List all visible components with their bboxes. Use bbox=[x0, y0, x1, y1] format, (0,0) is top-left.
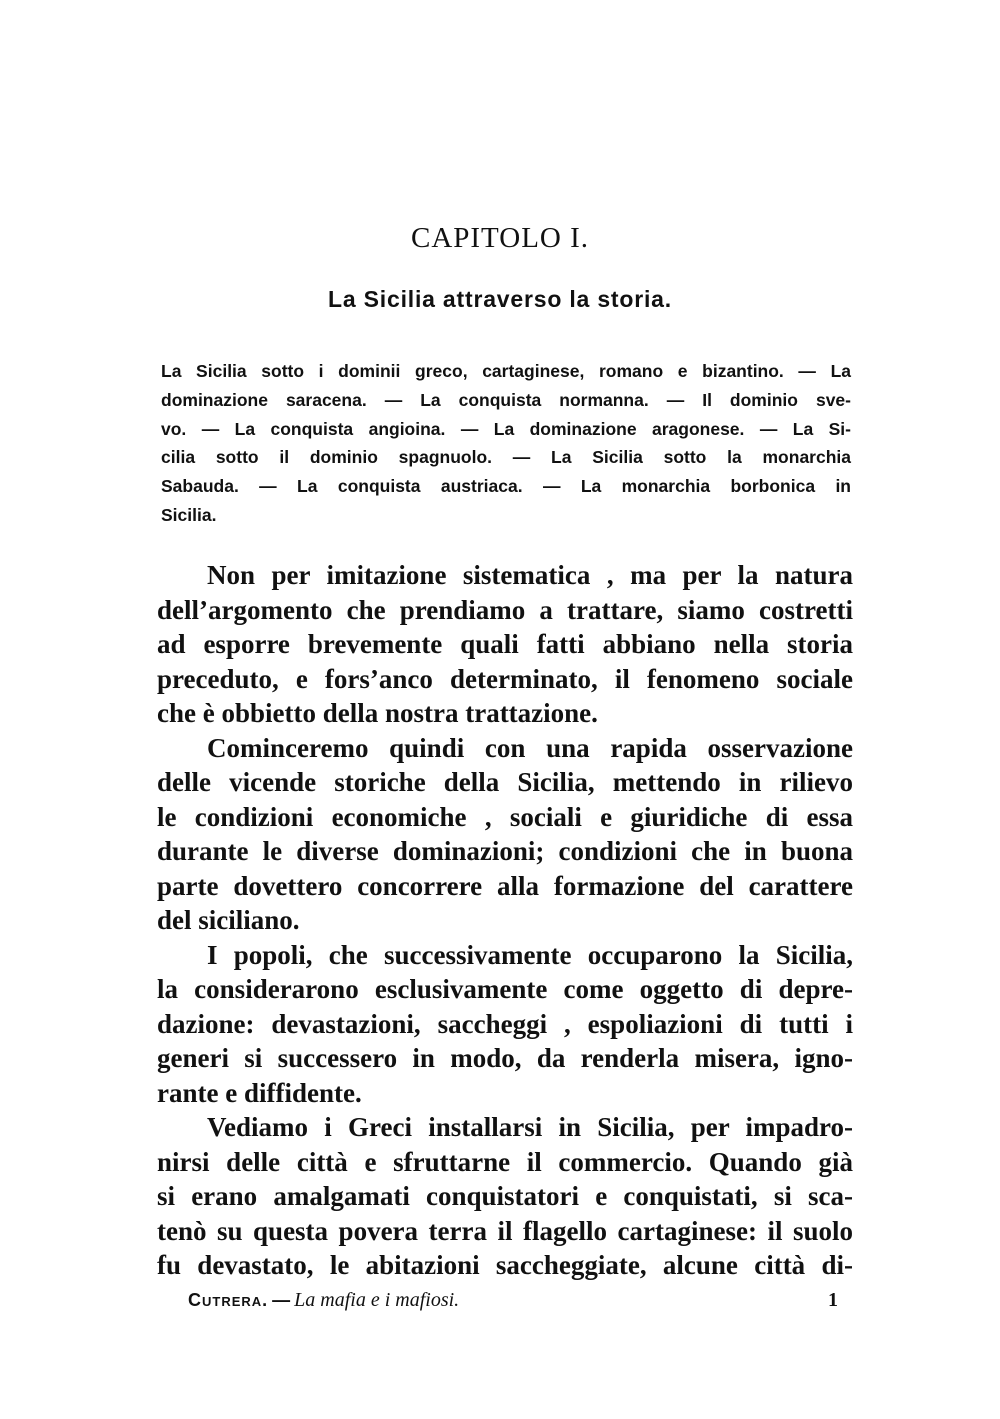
paragraph-3 bbox=[157, 938, 853, 1111]
text-line: parte dovettero concorrere alla formazione del carattere bbox=[157, 870, 853, 901]
text-line: dazione: devastazioni, saccheggi , espoliazioni di tutti i bbox=[157, 1008, 853, 1039]
summary-line: Sabauda. — La conquista austriaca. — La monarchia borbonica in bbox=[161, 476, 851, 497]
chapter-title: La Sicilia attraverso la storia. bbox=[328, 286, 672, 312]
text-line: dell’argomento che prendiamo a trattare, siamo costretti bbox=[157, 594, 853, 625]
text-line: preceduto, e fors’anco determinato, il fenomeno sociale bbox=[157, 663, 853, 694]
text-line: del siciliano. bbox=[157, 905, 300, 935]
paragraph-1 bbox=[157, 558, 853, 731]
text-line: I popoli, che successivamente occuparono la Sicilia, bbox=[207, 939, 853, 970]
text-line: ad esporre brevemente quali fatti abbiano nella storia bbox=[157, 629, 853, 659]
chapter-heading: CAPITOLO I. bbox=[410, 222, 590, 254]
summary-line: La Sicilia sotto i dominii greco, cartaginese, romano e bizantino. — La bbox=[161, 361, 851, 381]
summary-line: dominazione saracena. — La conquista normanna. — Il dominio sve- bbox=[161, 389, 851, 410]
text-line: Vediamo i Greci installarsi in Sicilia, per impadro- bbox=[207, 1112, 853, 1142]
text-line: che è obbietto della nostra trattazione. bbox=[157, 698, 598, 728]
text-line: le condizioni economiche , sociali e giuridiche di essa bbox=[157, 801, 853, 832]
text-line: tenò su questa povera terra il flagello cartaginese: il suolo bbox=[157, 1215, 853, 1246]
text-line: Cominceremo quindi con una rapida osservazione bbox=[207, 732, 853, 763]
text-line: delle vicende storiche della Sicilia, mettendo in rilievo bbox=[157, 767, 853, 797]
signature-mark: 1 bbox=[828, 1289, 838, 1311]
text-line: rante e diffidente. bbox=[157, 1077, 362, 1108]
text-line: Non per imitazione sistematica , ma per la natura bbox=[207, 560, 853, 590]
text-line: la considerarono esclusivamente come oggetto di depre- bbox=[157, 974, 853, 1004]
summary-line: vo. — La conquista angioina. — La dominazione aragonese. — La Si- bbox=[161, 418, 851, 439]
paragraph-4 bbox=[157, 1110, 853, 1283]
page-footer bbox=[188, 1289, 838, 1312]
footer-separator: — bbox=[272, 1290, 291, 1310]
summary-line: cilia sotto il dominio spagnuolo. — La Sicilia sotto la monarchia bbox=[161, 447, 851, 468]
text-line: nirsi delle città e sfruttarne il commercio. Quando già bbox=[157, 1146, 853, 1177]
chapter-summary bbox=[161, 357, 851, 530]
text-line: fu devastato, le abitazioni saccheggiate, alcune città di- bbox=[157, 1250, 853, 1280]
footer-work-title: La mafia e i mafiosi. bbox=[294, 1289, 460, 1311]
summary-line: Sicilia. bbox=[161, 504, 217, 525]
paragraph-2 bbox=[157, 731, 853, 938]
text-line: si erano amalgamati conquistatori e conquistati, si sca- bbox=[157, 1181, 853, 1211]
text-line: durante le diverse dominazioni; condizioni che in buona bbox=[157, 836, 853, 866]
text-line: generi si successero in modo, da renderla misera, igno- bbox=[157, 1043, 853, 1073]
footer-author: Cutrera. bbox=[188, 1290, 269, 1310]
body-text bbox=[157, 558, 853, 1283]
